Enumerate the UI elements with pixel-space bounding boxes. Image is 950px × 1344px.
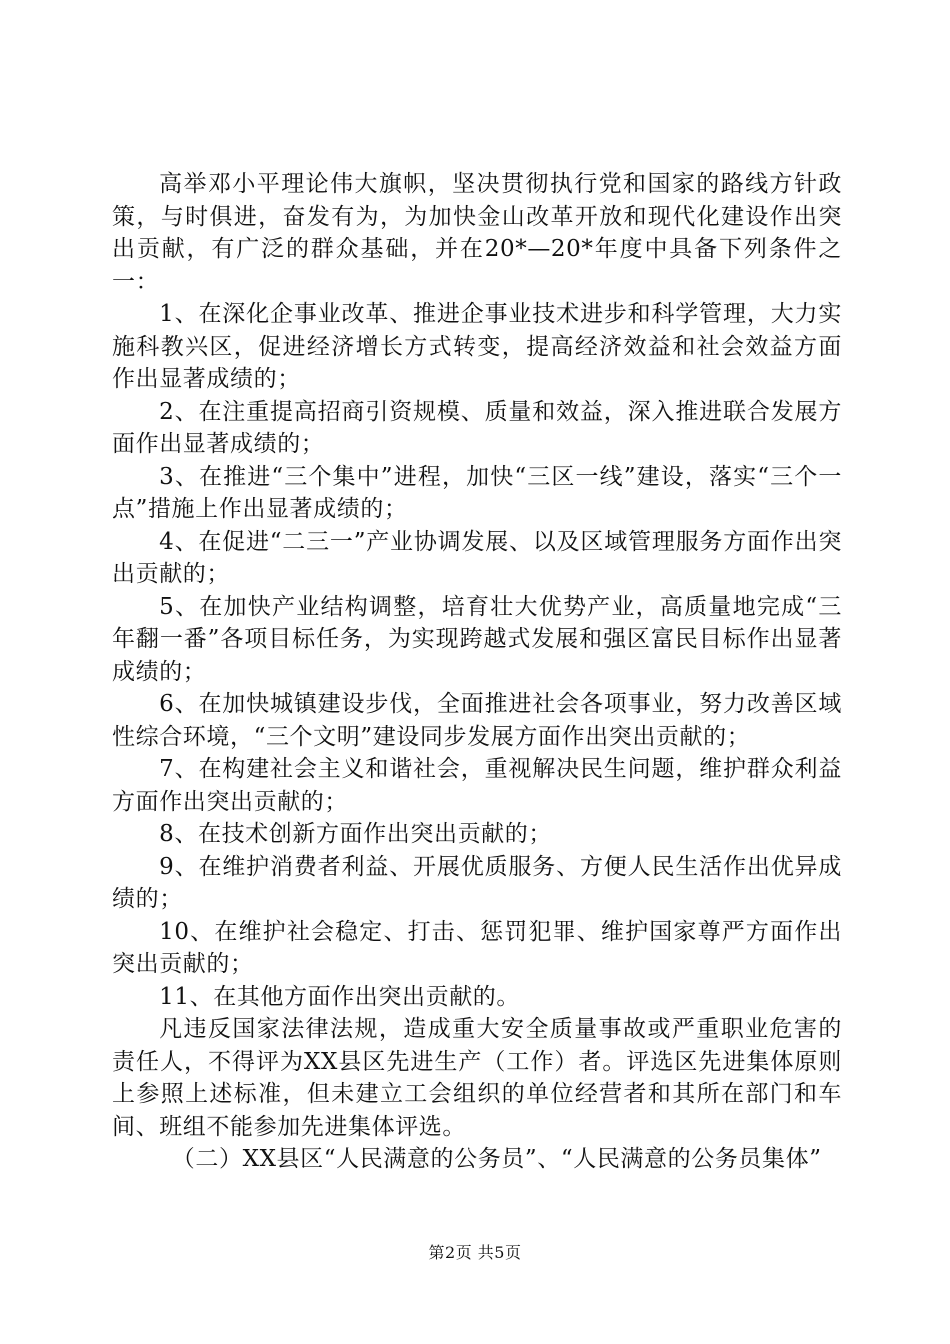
page-number-footer: 第2页 共5页 (428, 1243, 522, 1262)
condition-item-7: 7、在构建社会主义和谐社会，重视解决民生问题，维护群众利益方面作出突出贡献的； (112, 756, 842, 815)
document-body (112, 168, 842, 1176)
condition-item-11: 11、在其他方面作出突出贡献的。 (159, 983, 521, 1010)
condition-item-1: 1、在深化企事业改革、推进企事业技术进步和科学管理，大力实施科教兴区，促进经济增长方式转变，提高经济效益和社会效益方面作出显著成绩的； (112, 301, 842, 392)
exclusion-paragraph: 凡违反国家法律法规，造成重大安全质量事故或严重职业危害的责任人，不得评为XX县区先进生产（工作）者。评选区先进集体原则上参照上述标准，但未建立工会组织的单位经营者和其所在部门和车间、班组不能参加先进集体评选。 (112, 1016, 842, 1140)
condition-item-3: 3、在推进“三个集中”进程，加快“三区一线”建设，落实“三个一点”措施上作出显著成绩的； (112, 463, 842, 522)
condition-item-4: 4、在促进“二三一”产业协调发展、以及区域管理服务方面作出突出贡献的； (112, 528, 842, 587)
section-heading: （二）XX县区“人民满意的公务员”、“人民满意的公务员集体” (171, 1146, 822, 1172)
condition-item-2: 2、在注重提高招商引资规模、质量和效益，深入推进联合发展方面作出显著成绩的； (112, 398, 842, 457)
condition-item-8: 8、在技术创新方面作出突出贡献的； (159, 821, 552, 847)
condition-item-6: 6、在加快城镇建设步伐，全面推进社会各项事业，努力改善区域性综合环境，“三个文明”建设同步发展方面作出突出贡献的； (112, 691, 842, 750)
condition-item-10: 10、在维护社会稳定、打击、惩罚犯罪、维护国家尊严方面作出突出贡献的； (112, 918, 842, 977)
condition-item-5: 5、在加快产业结构调整，培育壮大优势产业，高质量地完成“三年翻一番”各项目标任务，为实现跨越式发展和强区富民目标作出显著成绩的； (112, 593, 842, 685)
intro-paragraph: 高举邓小平理论伟大旗帜，坚决贯彻执行党和国家的路线方针政策，与时俱进，奋发有为，为加快金山改革开放和现代化建设作出突出贡献，有广泛的群众基础，并在20*—20*年度中具备下列条件之一： (112, 171, 842, 295)
condition-item-9: 9、在维护消费者利益、开展优质服务、方便人民生活作出优异成绩的； (112, 853, 842, 912)
